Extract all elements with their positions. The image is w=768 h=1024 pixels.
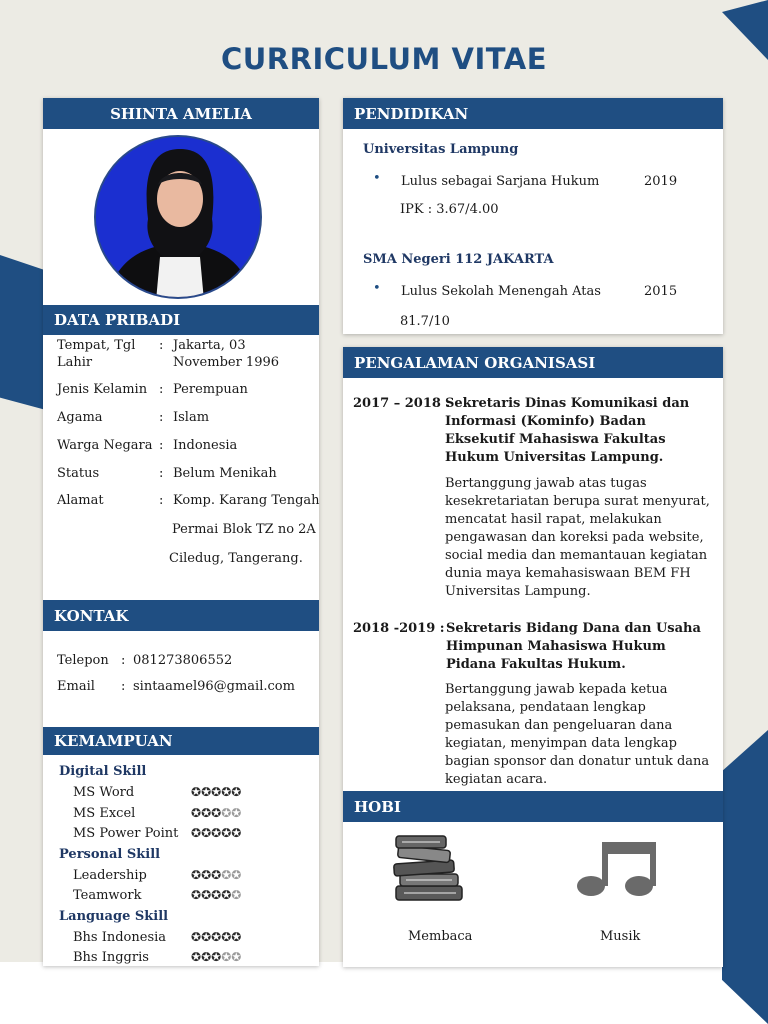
star-icon: ✪ [191, 805, 202, 820]
skill-group-title: Language Skill [59, 908, 169, 924]
star-icon: ✪ [231, 950, 242, 964]
degree-desc: Lulus Sekolah Menengah Atas [401, 284, 601, 299]
star-icon: ✪ [221, 805, 232, 820]
hobby-label: Membaca [408, 929, 473, 944]
star-icon: ✪ [211, 867, 222, 882]
star-icon: ✪ [191, 950, 202, 964]
star-icon: ✪ [221, 826, 232, 840]
org-desc: Bertanggung jawab atas tugas kesekretariatan berupa surat menyurat, mencatat hasil rapat, melakukan pengawasan dan koreksi pada website, social media dan memantauan kegiatan dunia maya kemahasiswaan BEM FH Universitas Lampung. [445, 476, 710, 599]
star-icon: ✪ [211, 888, 222, 902]
skill-rating [191, 826, 241, 840]
status-value: Belum Menikah [173, 466, 277, 481]
colon: : [159, 493, 164, 508]
skill-name: Bhs Indonesia [73, 929, 167, 945]
skill-rating [191, 888, 241, 902]
colon: : [159, 410, 164, 425]
organisasi-header: PENGALAMAN ORGANISASI [343, 347, 723, 378]
books-icon [390, 834, 468, 906]
birth-value: Jakarta, 03 November 1996 [173, 338, 280, 370]
religion-label: Agama [57, 410, 103, 425]
address-label: Alamat [57, 493, 104, 508]
hobby-label: Musik [600, 929, 641, 944]
star-icon: ✪ [221, 785, 232, 799]
data-pribadi-header: DATA PRIBADI [43, 305, 319, 335]
star-icon: ✪ [231, 785, 242, 799]
status-label: Status [57, 466, 100, 481]
star-icon: ✪ [201, 867, 212, 882]
kemampuan-header: KEMAMPUAN [43, 727, 319, 755]
star-icon: ✪ [201, 888, 212, 902]
skill-rating [191, 806, 241, 820]
org-period: 2018 -2019 : [353, 621, 445, 636]
star-icon: ✪ [201, 929, 212, 944]
star-icon: ✪ [211, 950, 222, 964]
skill-rating [191, 950, 241, 964]
pendidikan-header: PENDIDIKAN [343, 98, 723, 129]
score: 81.7/10 [400, 314, 450, 329]
email-label: Email [57, 679, 95, 694]
star-icon: ✪ [231, 888, 242, 902]
star-icon: ✪ [191, 867, 202, 882]
profile-photo [94, 135, 262, 299]
side-decoration-left [0, 255, 46, 410]
score: IPK : 3.67/4.00 [400, 202, 499, 217]
star-icon: ✪ [191, 888, 202, 902]
hobi-header: HOBI [343, 791, 723, 822]
star-icon: ✪ [211, 929, 222, 944]
star-icon: ✪ [201, 805, 212, 820]
star-icon: ✪ [221, 929, 232, 944]
skill-name: Teamwork [73, 888, 142, 903]
name-header: SHINTA AMELIA [43, 98, 319, 129]
address-line-3: Ciledug, Tangerang. [169, 551, 303, 566]
org-role: Sekretaris Dinas Komunikasi dan Informasi (Kominfo) Badan Eksekutif Mahasiswa Fakultas Hukum Universitas Lampung. [445, 396, 690, 465]
kontak-header: KONTAK [43, 600, 319, 631]
colon: : [159, 466, 164, 481]
star-icon: ✪ [221, 950, 232, 964]
birth-label: Tempat, Tgl Lahir [57, 338, 136, 370]
org-desc: Bertanggung jawab kepada ketua pelaksana, pendataan lengkap pemasukan dan pengeluaran dana kegiatan, menyimpan data lengkap bagian sponsor dan donatur untuk dana kegiatan acara. [445, 682, 710, 787]
star-icon: ✪ [191, 929, 202, 944]
school-name: SMA Negeri 112 JAKARTA [363, 252, 554, 267]
gender-value: Perempuan [173, 382, 248, 397]
degree-desc: Lulus sebagai Sarjana Hukum [401, 174, 600, 189]
bullet-icon: • [373, 281, 381, 296]
nationality-label: Warga Negara [57, 438, 153, 453]
star-icon: ✪ [231, 867, 242, 882]
school-name: Universitas Lampung [363, 142, 519, 157]
skill-name: MS Power Point [73, 826, 179, 841]
skill-rating [191, 785, 241, 799]
colon: : [159, 338, 164, 353]
star-icon: ✪ [211, 805, 222, 820]
graduation-year: 2019 [644, 174, 678, 189]
star-icon: ✪ [231, 805, 242, 820]
skill-name: MS Word [73, 785, 135, 800]
colon: : [159, 438, 164, 453]
religion-value: Islam [173, 410, 210, 425]
star-icon: ✪ [231, 929, 242, 944]
star-icon: ✪ [231, 826, 242, 840]
skill-name: MS Excel [73, 805, 136, 821]
skill-group-title: Digital Skill [59, 764, 147, 779]
star-icon: ✪ [201, 826, 212, 840]
skill-rating [191, 930, 241, 944]
nationality-value: Indonesia [173, 438, 238, 453]
skill-name: Leadership [73, 867, 147, 883]
star-icon: ✪ [221, 867, 232, 882]
address-line-2: Permai Blok TZ no 2A [172, 522, 316, 537]
phone-label: Telepon [57, 653, 109, 668]
email-value[interactable]: sintaamel96@gmail.com [133, 679, 295, 694]
star-icon: ✪ [211, 785, 222, 799]
bullet-icon: • [373, 171, 381, 186]
colon: : [121, 679, 126, 694]
colon: : [159, 382, 164, 397]
skill-group-title: Personal Skill [59, 846, 161, 862]
star-icon: ✪ [191, 826, 202, 840]
star-icon: ✪ [191, 785, 202, 799]
colon: : [121, 653, 126, 668]
address-value: Komp. Karang Tengah [173, 493, 320, 508]
graduation-year: 2015 [644, 284, 678, 299]
skill-name: Bhs Inggris [73, 950, 149, 965]
org-role: Sekretaris Bidang Dana dan Usaha Himpunan Mahasiswa Hukum Pidana Fakultas Hukum. [446, 621, 701, 672]
star-icon: ✪ [221, 888, 232, 902]
skill-rating [191, 868, 241, 882]
page-title: CURRICULUM VITAE [220, 42, 548, 76]
gender-label: Jenis Kelamin [57, 382, 148, 397]
phone-value[interactable]: 081273806552 [133, 653, 233, 668]
side-decoration-right [722, 730, 768, 1024]
org-period: 2017 – 2018 : [353, 396, 451, 411]
music-note-icon [576, 838, 658, 898]
star-icon: ✪ [201, 785, 212, 799]
star-icon: ✪ [201, 950, 212, 964]
star-icon: ✪ [211, 826, 222, 840]
